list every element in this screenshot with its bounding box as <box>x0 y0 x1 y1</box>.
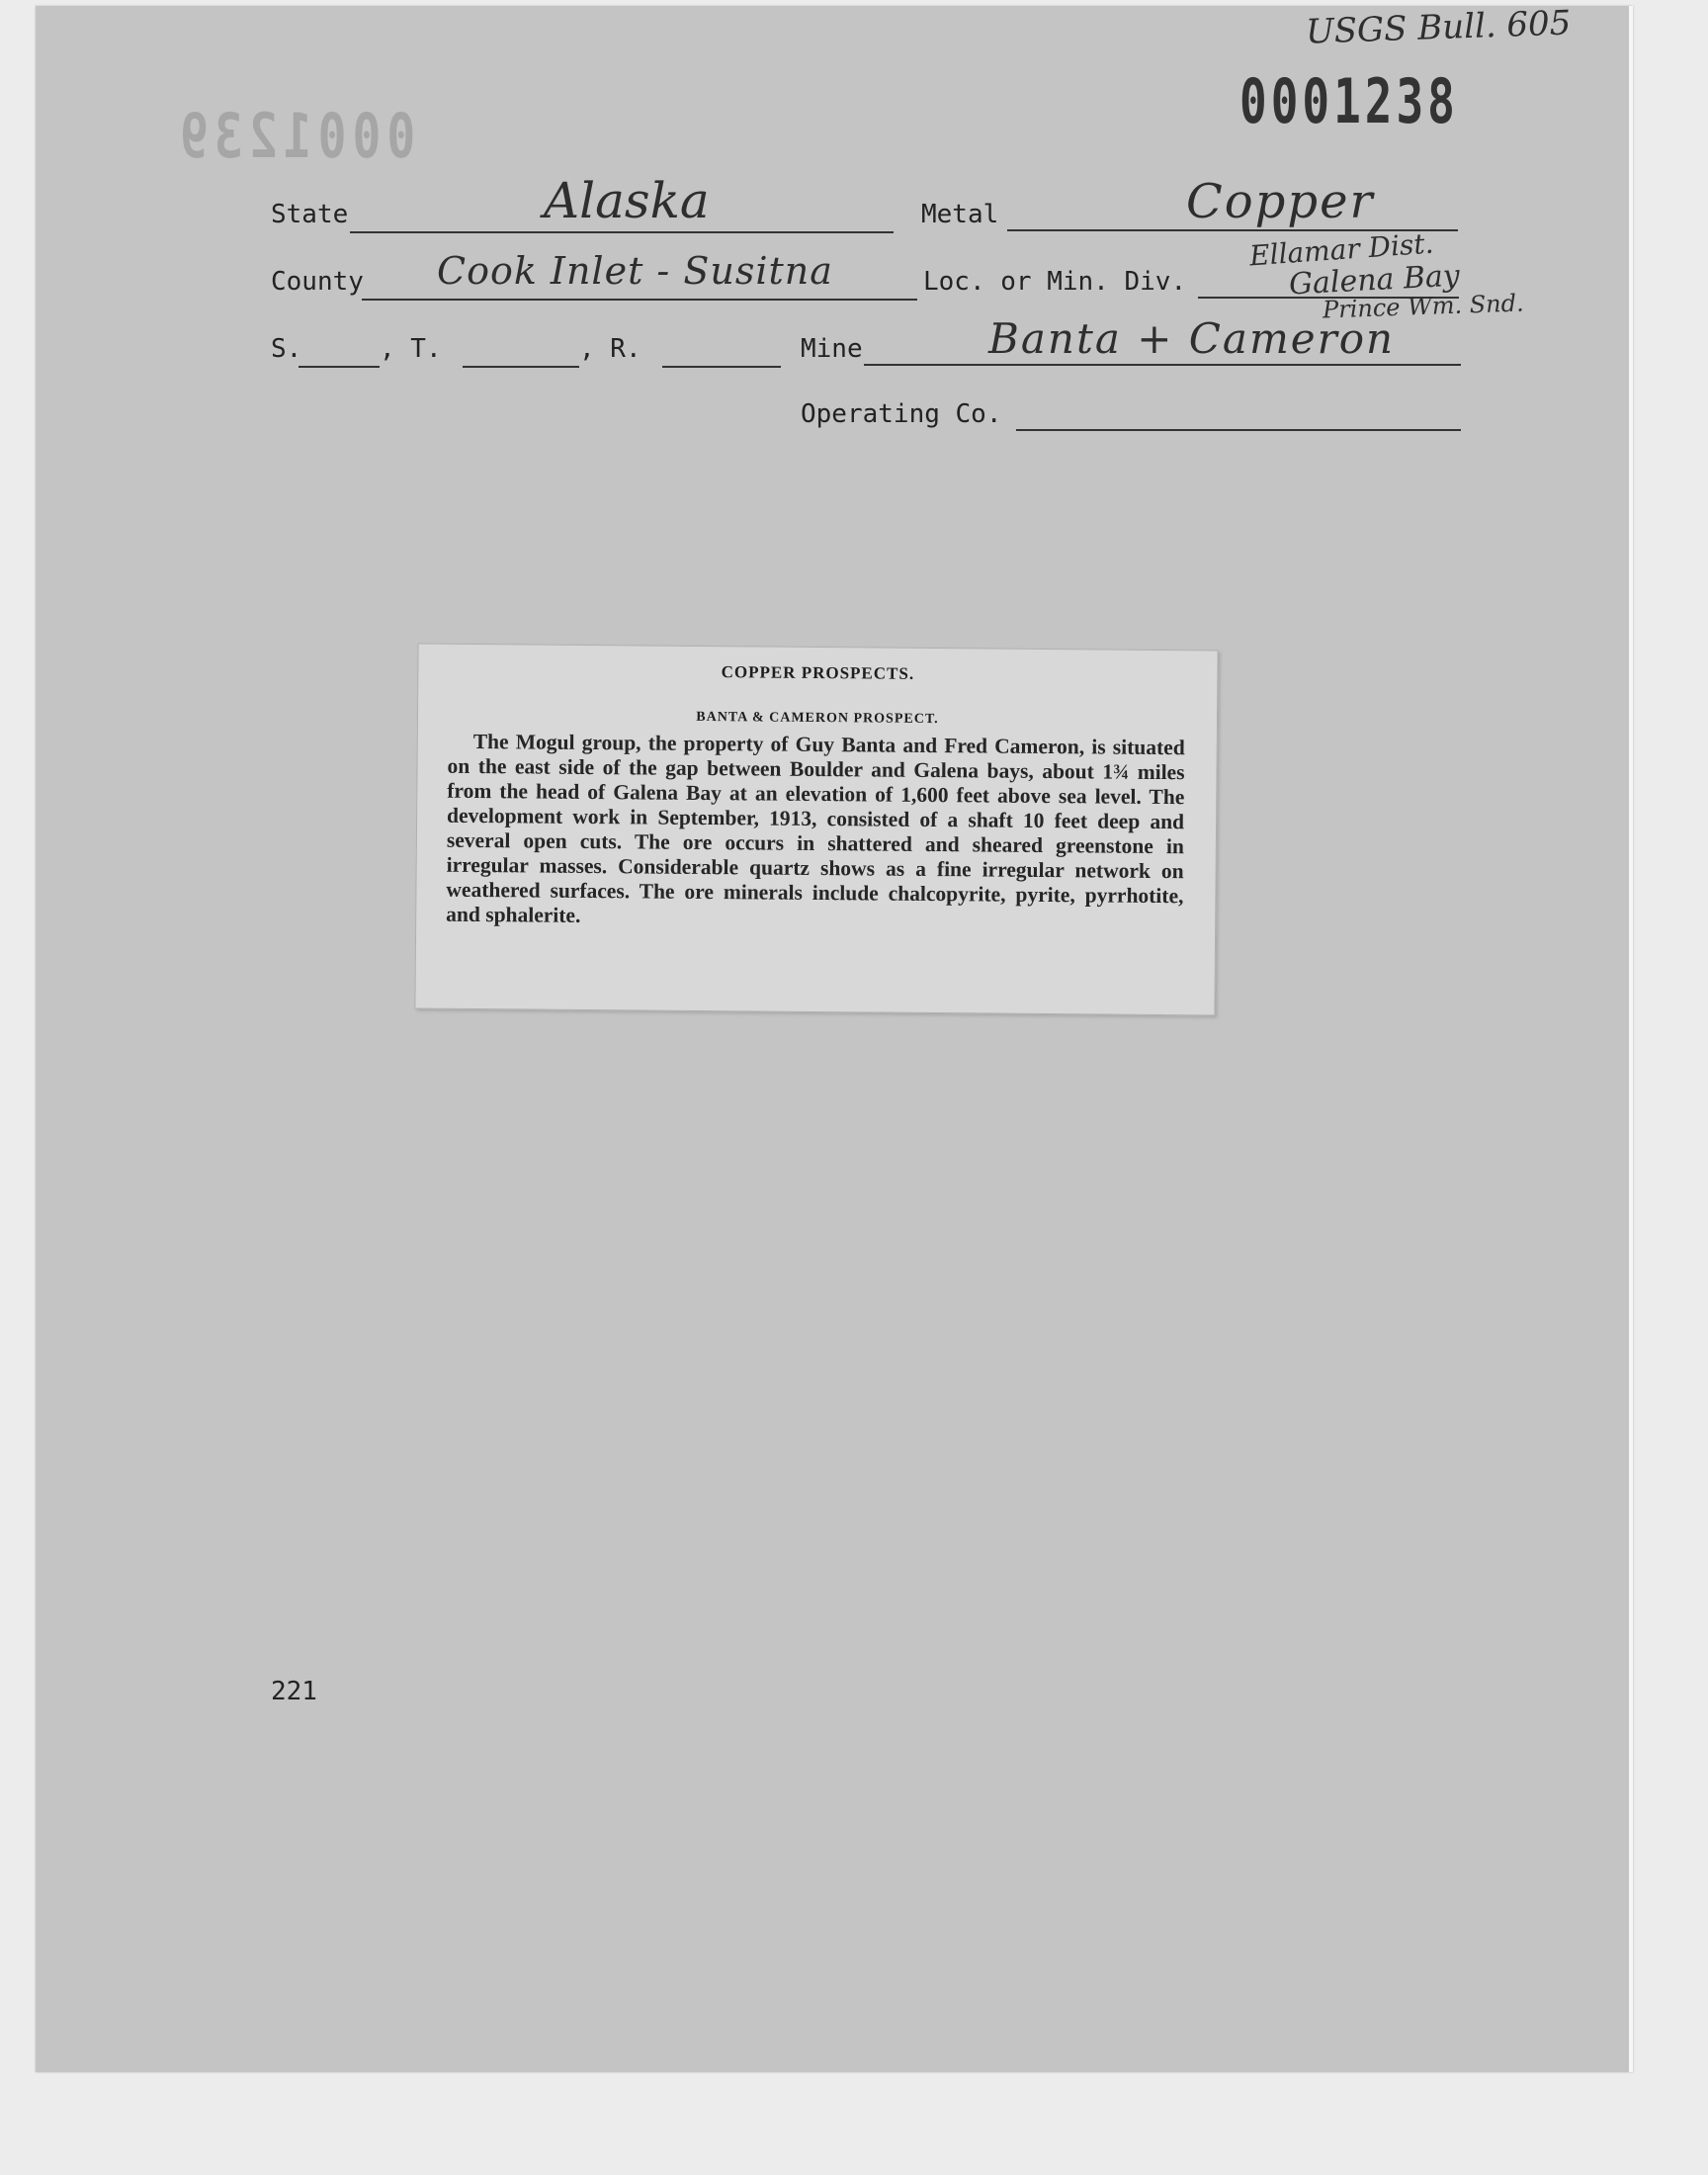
county-label: County <box>271 267 364 297</box>
locdiv-value-line3: Prince Wm. Snd. <box>1322 289 1525 324</box>
mine-value: Banta + Cameron <box>988 314 1396 363</box>
operating-label: Operating Co. <box>801 399 1002 429</box>
range-line <box>662 366 781 368</box>
township-label: , T. <box>380 334 442 364</box>
page-number: 221 <box>271 1677 317 1706</box>
stamp-number: 0001238 <box>1239 65 1459 137</box>
county-value: Cook Inlet - Susitna <box>437 249 833 293</box>
clipping-body: The Mogul group, the property of Guy Banta and Fred Cameron, is situated on the east side of the gap between Boulder and Galena bays, about 1¾ miles from the head of Galena Bay at an elevation of 1,600 feet above sea level. The development work in September, 1913, consisted of a shaft 10 feet deep and several open cuts. The ore occurs in shattered and sheared greenstone in irregular masses. Considerable quartz shows as a fine irregular network on weathered surfaces. The ore minerals include chalcopyrite, pyrite, pyrrhotite, and sphalerite. <box>446 729 1185 927</box>
clipping-heading: COPPER PROSPECTS. <box>721 662 915 683</box>
county-line <box>362 299 917 301</box>
locdiv-label: Loc. or Min. Div. <box>923 267 1187 297</box>
locdiv-value-line2: Galena Bay <box>1288 258 1461 303</box>
ghost-stamp-number: 0001239 <box>174 101 416 173</box>
range-label: , R. <box>579 334 641 364</box>
clipping-subheading: BANTA & CAMERON PROSPECT. <box>696 709 939 728</box>
metal-label: Metal <box>921 200 999 229</box>
locdiv-value-line1: Ellamar Dist. <box>1248 226 1435 273</box>
document-sheet <box>36 3 1633 2072</box>
metal-value: Copper <box>1186 174 1375 229</box>
state-label: State <box>271 200 349 229</box>
state-value: Alaska <box>544 172 710 229</box>
section-label: S. <box>271 334 302 364</box>
state-line <box>350 231 894 233</box>
township-line <box>463 366 579 368</box>
usgs-note: USGS Bull. 605 <box>1305 3 1572 52</box>
operating-line <box>1016 429 1461 431</box>
bulletin-clipping <box>414 643 1218 1015</box>
mine-line <box>864 364 1461 366</box>
mine-label: Mine <box>801 334 863 364</box>
section-line <box>299 366 380 368</box>
